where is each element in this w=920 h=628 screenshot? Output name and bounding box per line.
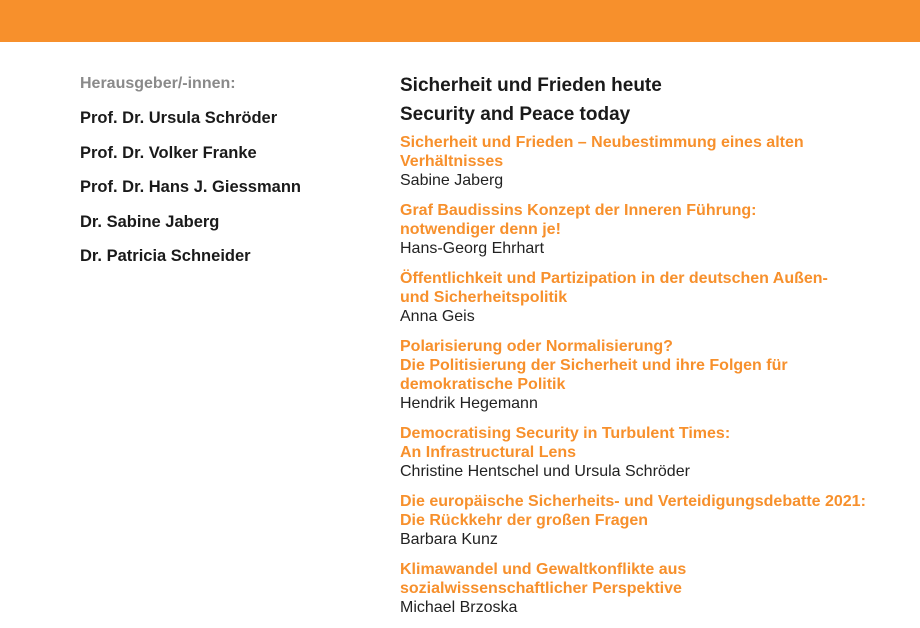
article-entry bbox=[400, 492, 905, 549]
article-author: Hendrik Hegemann bbox=[400, 395, 538, 412]
editors-column bbox=[80, 74, 370, 281]
article-title: Sicherheit und Frieden – Neubestimmung eines alten Verhältnisses bbox=[400, 134, 804, 170]
article-title: Polarisierung oder Normalisierung? Die Politisierung der Sicherheit und ihre Folgen für demokratische Politik bbox=[400, 338, 788, 393]
article-author: Barbara Kunz bbox=[400, 531, 498, 548]
editor-name: Prof. Dr. Hans J. Giessmann bbox=[80, 178, 301, 196]
editor-name: Dr. Patricia Schneider bbox=[80, 247, 251, 265]
article-title: Die europäische Sicherheits- und Verteidigungsdebatte 2021: Die Rückkehr der großen Fragen bbox=[400, 493, 866, 529]
article-entry bbox=[400, 201, 905, 258]
article-author: Hans-Georg Ehrhart bbox=[400, 240, 545, 257]
editor-name: Prof. Dr. Volker Franke bbox=[80, 143, 257, 162]
article-author: Christine Hentschel und Ursula Schröder bbox=[400, 463, 690, 480]
editors-heading: Herausgeber/-innen: bbox=[80, 75, 236, 92]
editor-name: Prof. Dr. Ursula Schröder bbox=[80, 109, 278, 127]
article-author: Sabine Jaberg bbox=[400, 172, 504, 189]
article-author: Michael Brzoska bbox=[400, 599, 518, 616]
article-title: Klimawandel und Gewaltkonflikte aus sozialwissenschaftlicher Perspektive bbox=[400, 561, 687, 597]
article-title: Graf Baudissins Konzept der Inneren Führung: notwendiger denn je! bbox=[400, 202, 757, 238]
toc-title: Sicherheit und Frieden heute bbox=[400, 75, 662, 96]
article-title: Democratising Security in Turbulent Times: An Infrastructural Lens bbox=[400, 425, 731, 461]
article-entry bbox=[400, 133, 905, 190]
toc-subtitle: Security and Peace today bbox=[400, 104, 631, 125]
article-author: Anna Geis bbox=[400, 308, 475, 325]
article-title: Öffentlichkeit und Partizipation in der deutschen Außen- und Sicherheitspolitik bbox=[400, 270, 828, 306]
table-of-contents bbox=[400, 74, 905, 628]
article-entry bbox=[400, 337, 905, 413]
editor-name: Dr. Sabine Jaberg bbox=[80, 212, 220, 231]
article-entry bbox=[400, 269, 905, 326]
article-entry bbox=[400, 424, 905, 481]
top-accent-bar bbox=[0, 0, 920, 42]
article-entry bbox=[400, 560, 905, 617]
